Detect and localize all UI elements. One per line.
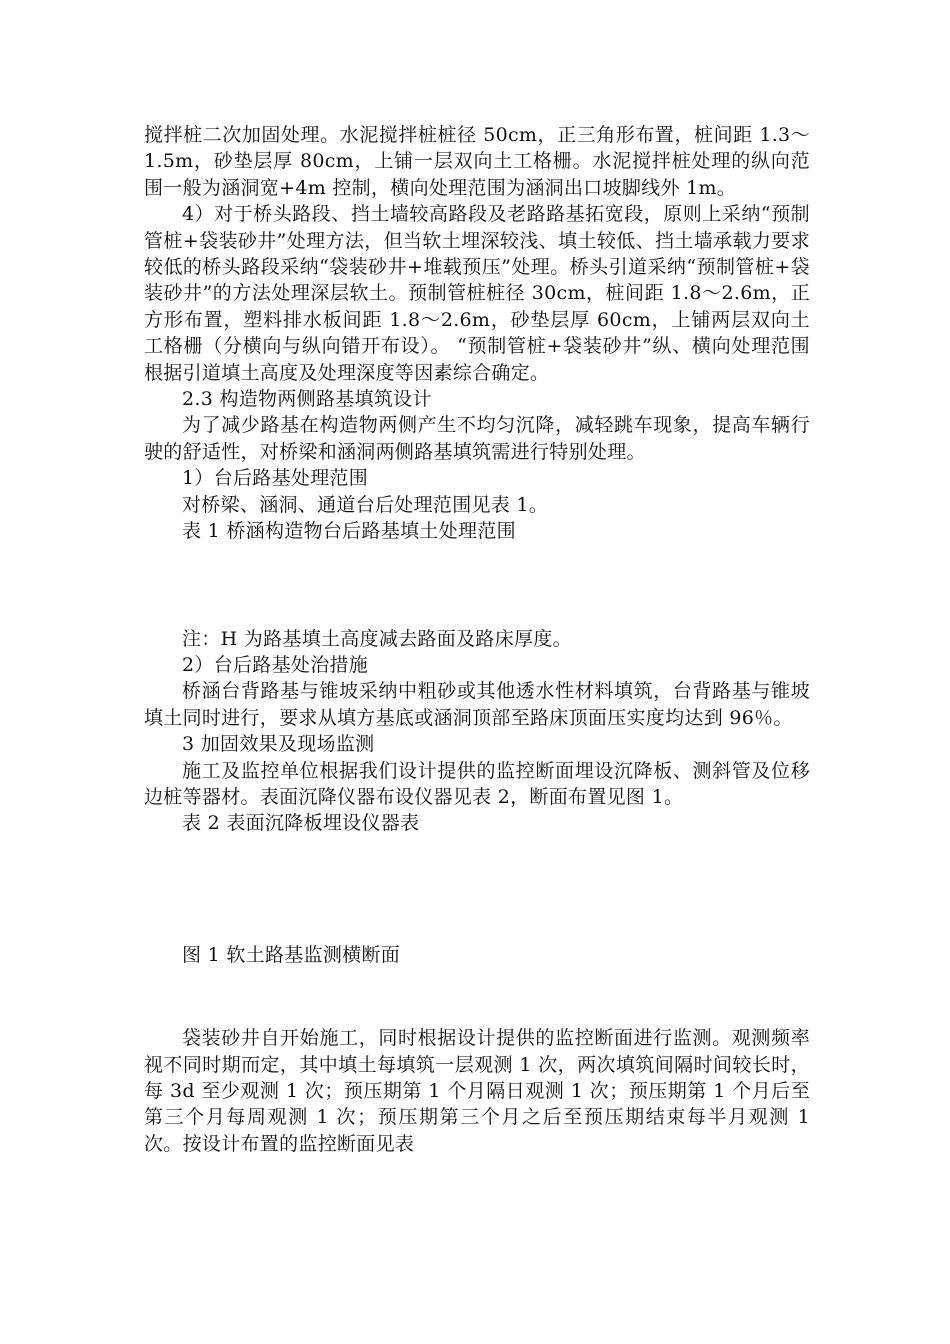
document-page [144,122,810,1157]
paragraph-mixing-pile: 搅拌桩二次加固处理。水泥搅拌桩桩径 50cm，正三角形布置，桩间距 1.3～1.5m，砂垫层厚 80cm，上铺一层双向土工格栅。水泥搅拌桩处理的纵向范围一般为涵洞宽+4m 控制，横向处理范围为涵洞出口坡脚线外 1m。 [144,124,810,199]
paragraph-table1-reference: 对桥梁、涵洞、通道台后处理范围见表 1。 [182,493,549,516]
table1-caption: 表 1 桥涵构造物台后路基填土处理范围 [182,520,516,543]
paragraph-bridge-approach: 4）对于桥头路段、挡土墙较高路段及老路路基拓宽段，原则上采纳“预制管桩+袋装砂井”处理方法，但当软土埋深较浅、填土较低、挡土墙承载力要求较低的桥头路段采纳“袋装砂井+堆载预压”处理。桥头引道采纳“预制管桩+袋装砂井”的方法处理深层软土。预制管桩桩径 30cm，桩间距 1.8～2.6m，正方形布置，塑料排水板间距 1.8～2.6m，砂垫层厚 60cm，上铺两层双向土工格栅（分横向与纵向错开布设）。 “预制管桩+袋装砂井”纵、横向处理范围根据引道填土高度及处理深度等因素综合确定。 [144,203,810,384]
subheading-treatment-measures: 2）台后路基处治措施 [182,653,369,676]
paragraph-backfill: 桥涵台背路基与锥坡采纳中粗砂或其他透水性材料填筑，台背路基与锥坡填土同时进行，要求从填方基底或涵洞顶部至路床顶面压实度均达到 96％。 [144,680,810,729]
table1-note: 注：H 为路基填土高度减去路面及路床厚度。 [182,627,572,650]
paragraph-monitoring-frequency: 袋装砂井自开始施工，同时根据设计提供的监控断面进行监测。观测频率视不同时期而定，其中填土每填筑一层观测 1 次，两次填筑间隔时间较长时，每 3d 至少观测 1 次；预压期第 1 个月隔日观测 1 次；预压期第 1 个月后至第三个月每周观测 1 次；预压期第三个月之后至预压期结束每半月观测 1 次。按设计布置的监控断面见表 [144,1027,810,1155]
figure1-placeholder [144,968,810,1025]
figure1-caption: 图 1 软土路基监测横断面 [182,943,401,966]
paragraph-monitoring-setup: 施工及监控单位根据我们设计提供的监控断面埋设沉降板、测斜管及位移边桩等器材。表面沉降仪器布设仪器见表 2，断面布置见图 1。 [144,759,810,808]
subheading-treatment-range: 1）台后路基处理范围 [182,467,369,490]
section-heading-2-3: 2.3 构造物两侧路基填筑设计 [182,388,432,411]
table1-placeholder [144,545,810,626]
table2-placeholder [144,837,810,942]
table2-caption: 表 2 表面沉降板埋设仪器表 [182,812,420,835]
paragraph-structure-sides: 为了减少路基在构造物两侧产生不均匀沉降，减轻跳车现象，提高车辆行驶的舒适性，对桥梁和涵洞两侧路基填筑需进行特别处理。 [144,414,810,463]
section-heading-3: 3 加固效果及现场监测 [182,733,375,756]
